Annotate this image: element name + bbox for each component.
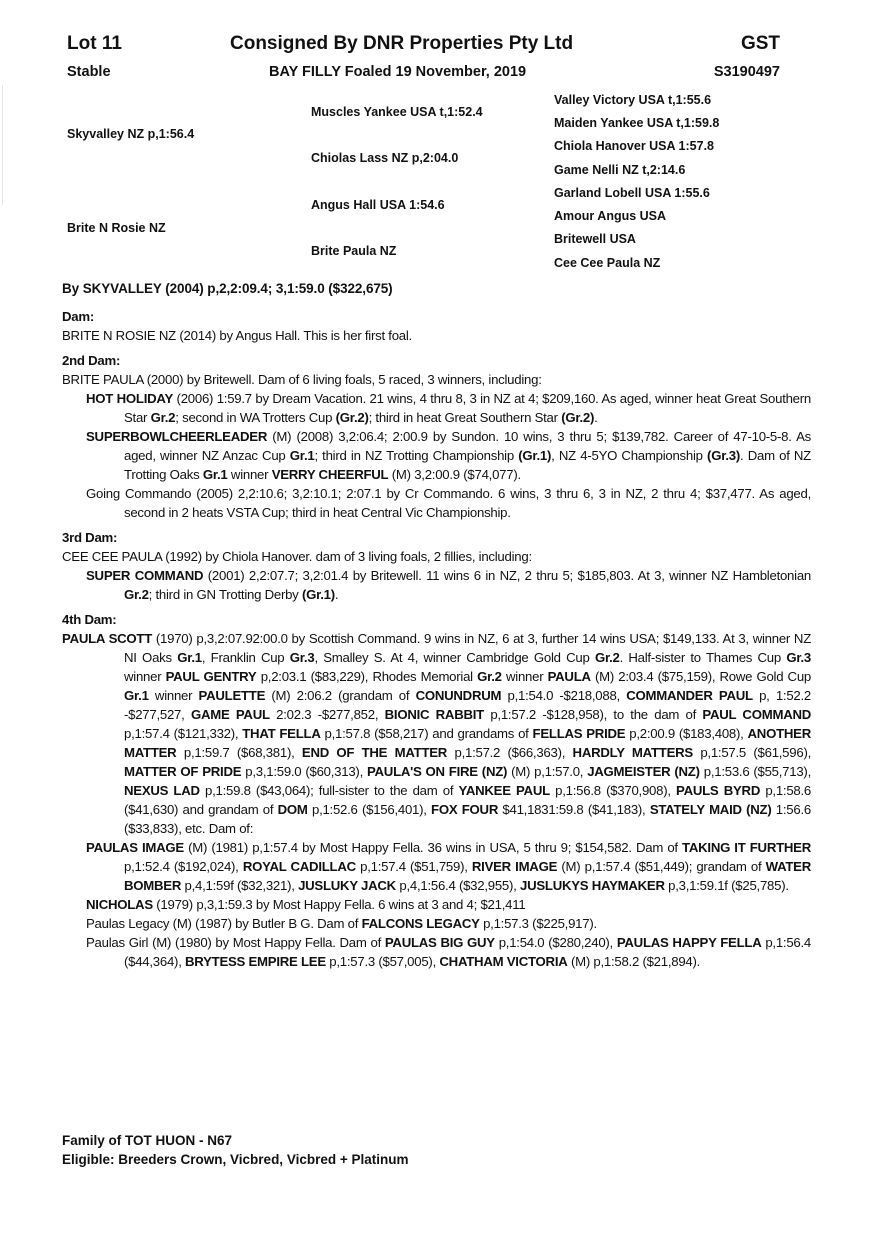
text-segment: p,1:54.0 ($280,240),: [494, 935, 617, 950]
horse-name-bold: GAME PAUL: [190, 707, 270, 722]
horse-name-bold: WATER BOMBER: [124, 859, 811, 893]
location: Stable: [67, 64, 111, 80]
dam2-entry: Going Commando (2005) 2,2:10.6; 3,2:10.1; 2:07.1 by Cr Commando. 6 wins, 3 thru 6, 3 in NZ, 2 thru 4; $37,477. As aged, second in 2 heats VSTA Cup; third in heat Central Vic Championship.: [86, 486, 811, 520]
horse-description: BAY FILLY Foaled 19 November, 2019: [269, 64, 527, 80]
pedigree-gen3: Maiden Yankee USA t,1:59.8: [554, 116, 720, 130]
text-segment: (2006) 1:59.7 by Dream Vacation. 21 wins, 4 thru 8, 3 in NZ at 4; $209,160. As aged, winner heat Great Southern Star: [124, 391, 811, 425]
dam4-entry: [62, 914, 811, 933]
horse-name-bold: Gr.2: [594, 650, 620, 665]
horse-name-bold: PAULA SCOTT: [62, 631, 153, 646]
horse-name-bold: FOX FOUR: [431, 802, 499, 817]
text-segment: (1979) p,3,1:59.3 by Most Happy Fella. 6 wins at 3 and 4; $21,411: [152, 897, 526, 912]
text-segment: Paulas Legacy (M) (1987) by Butler B G. Dam of: [86, 916, 362, 931]
section-title-dam: Dam:: [62, 309, 94, 324]
page-edge-rule: [2, 85, 3, 205]
text-segment: p,1:52.6 ($156,401),: [307, 802, 432, 817]
text-segment: p,1:53.6 ($55,713),: [699, 764, 811, 779]
text-segment: (M) p,1:58.2 ($21,894).: [567, 954, 701, 969]
dam4-text: [62, 629, 811, 838]
horse-name-bold: PAULAS BIG GUY: [384, 935, 495, 950]
text-segment: (M) p,1:57.0,: [507, 764, 588, 779]
section-title-3rd-dam: 3rd Dam:: [62, 530, 118, 545]
horse-name-bold: Gr.1: [289, 448, 315, 463]
text-segment: winner: [501, 669, 548, 684]
text-segment: p,1:56.8 ($370,908),: [549, 783, 677, 798]
horse-name-bold: CHATHAM VICTORIA: [439, 954, 568, 969]
text-segment: p,1:59.7 ($68,381),: [176, 745, 302, 760]
dam3-entry: [62, 566, 811, 604]
horse-name-bold: END OF THE MATTER: [301, 745, 448, 760]
text-segment: p,1:57.4 ($121,332),: [124, 726, 243, 741]
text-segment: ; third in heat Great Southern Star: [368, 410, 562, 425]
gst-label: GST: [740, 33, 780, 54]
horse-name-bold: RIVER IMAGE: [471, 859, 558, 874]
text-segment: ; second in WA Trotters Cup: [175, 410, 336, 425]
section-title-2nd-dam: 2nd Dam:: [62, 353, 121, 368]
dam-text: BRITE N ROSIE NZ (2014) by Angus Hall. This is her first foal.: [62, 328, 412, 343]
pedigree-sire-sire: Muscles Yankee USA t,1:52.4: [311, 105, 483, 119]
horse-name-bold: CONUNDRUM: [415, 688, 502, 703]
horse-name-bold: HOT HOLIDAY: [86, 391, 174, 406]
pedigree-gen3: Cee Cee Paula NZ: [554, 256, 661, 270]
pedigree-dam: Brite N Rosie NZ: [67, 221, 166, 235]
text-segment: .: [594, 410, 598, 425]
text-segment: p,1:59.8 ($43,064); full-sister to the dam of: [199, 783, 459, 798]
text-segment: p,1:56.4 ($44,364),: [124, 935, 812, 969]
text-segment: p,2:03.1 ($83,229), Rhodes Memorial: [256, 669, 478, 684]
text-segment: p,2:00.9 ($183,408),: [625, 726, 748, 741]
text-segment: . Half-sister to Thames Cup: [619, 650, 787, 665]
horse-name-bold: THAT FELLA: [242, 726, 321, 741]
text-segment: (M) (1981) p,1:57.4 by Most Happy Fella. 36 wins in USA, 5 thru 9; $154,582. Dam of: [183, 840, 683, 855]
horse-name-bold: PAULAS HAPPY FELLA: [616, 935, 762, 950]
text-segment: 2:02.3 -$277,852,: [269, 707, 385, 722]
text-segment: Paulas Girl (M) (1980) by Most Happy Fella. Dam of: [86, 935, 385, 950]
text-segment: winner: [227, 467, 272, 482]
horse-name-bold: PAUL GENTRY: [165, 669, 257, 684]
horse-name-bold: ANOTHER MATTER: [124, 726, 811, 760]
horse-name-bold: ROYAL CADILLAC: [242, 859, 356, 874]
horse-id: S3190497: [713, 64, 780, 80]
pedigree-gen3: Britewell USA: [554, 232, 636, 246]
text-segment: winner: [124, 669, 166, 684]
horse-name-bold: SUPERBOWLCHEERLEADER: [86, 429, 268, 444]
text-segment: p,4,1:56.4 ($32,955),: [395, 878, 520, 893]
horse-name-bold: Gr.2: [150, 410, 176, 425]
horse-name-bold: FALCONS LEGACY: [361, 916, 480, 931]
consignor: Consigned By DNR Properties Pty Ltd: [230, 33, 574, 54]
text-segment: (2001) 2,2:07.7; 3,2:01.4 by Britewell. 11 wins 6 in NZ, 2 thru 5; $185,803. At 3, winner NZ Hambletonian: [203, 568, 811, 583]
text-segment: .: [334, 587, 339, 602]
dam3-text: CEE CEE PAULA (1992) by Chiola Hanover. dam of 3 living foals, 2 fillies, including:: [62, 549, 532, 564]
footer: [62, 1131, 408, 1169]
text-segment: p,1:57.4 ($51,759),: [355, 859, 472, 874]
text-segment: ; third in GN Trotting Derby: [148, 587, 302, 602]
horse-name-bold: (Gr.1): [301, 587, 335, 602]
horse-name-bold: COMMANDER PAUL: [626, 688, 753, 703]
horse-name-bold: (Gr.2): [561, 410, 595, 425]
horse-name-bold: DOM: [277, 802, 308, 817]
text-segment: p,1:52.4 ($192,024),: [124, 859, 243, 874]
horse-name-bold: PAULS BYRD: [676, 783, 761, 798]
horse-name-bold: NEXUS LAD: [124, 783, 200, 798]
horse-name-bold: HARDLY MATTERS: [572, 745, 693, 760]
horse-name-bold: PAULA: [547, 669, 591, 684]
dam2-entry: [62, 427, 811, 484]
horse-name-bold: MATTER OF PRIDE: [124, 764, 242, 779]
text-segment: $41,1831:59.8 ($41,183),: [498, 802, 650, 817]
horse-name-bold: PAULAS IMAGE: [86, 840, 184, 855]
dam4-entry: [62, 838, 811, 895]
text-segment: winner: [148, 688, 199, 703]
text-segment: (M) 3,2:00.9 ($74,077).: [388, 467, 521, 482]
dam4-entry: [62, 895, 811, 914]
horse-name-bold: Gr.3: [786, 650, 811, 665]
dam4-entry: [62, 933, 811, 971]
horse-name-bold: PAUL COMMAND: [702, 707, 812, 722]
text-segment: , NZ 4-5YO Championship: [551, 448, 708, 463]
text-segment: ; third in NZ Trotting Championship: [314, 448, 519, 463]
horse-name-bold: VERRY CHEERFUL: [271, 467, 389, 482]
horse-name-bold: Gr.2: [477, 669, 502, 684]
text-segment: . Dam of NZ Trotting Oaks: [124, 448, 811, 482]
text-segment: (M) 2:06.2 (grandam of: [265, 688, 416, 703]
text-segment: p,4,1:59f ($32,321),: [181, 878, 299, 893]
eligibility-line: Eligible: Breeders Crown, Vicbred, Vicbred + Platinum: [62, 1152, 409, 1167]
horse-name-bold: (Gr.2): [335, 410, 369, 425]
section-title-4th-dam: 4th Dam:: [62, 612, 117, 627]
horse-name-bold: JAGMEISTER (NZ): [587, 764, 700, 779]
horse-name-bold: NICHOLAS: [86, 897, 153, 912]
horse-name-bold: JUSLUKY JACK: [298, 878, 396, 893]
text-segment: (M) (2008) 3,2:06.4; 2:00.9 by Sundon. 10 wins, 3 thru 5; $139,782. Career of 47-10-5-8. As aged, winner NZ Anzac Cup: [124, 429, 811, 463]
pedigree-gen3: Chiola Hanover USA 1:57.8: [554, 139, 715, 153]
text-segment: (1970) p,3,2:07.92:00.0 by Scottish Command. 9 wins in NZ, 6 at 3, further 14 wins USA; $149,133. At 3, winner NZ NI Oaks: [124, 631, 811, 665]
text-segment: , Smalley S. At 4, winner Cambridge Gold Cup: [314, 650, 595, 665]
horse-name-bold: TAKING IT FURTHER: [682, 840, 811, 855]
sire-line: By SKYVALLEY (2004) p,2,2:09.4; 3,1:59.0 ($322,675): [62, 281, 393, 296]
text-segment: p,3,1:59.0 ($60,313),: [241, 764, 367, 779]
horse-name-bold: SUPER COMMAND: [86, 568, 204, 583]
horse-name-bold: (Gr.1): [518, 448, 552, 463]
text-segment: p,3,1:59.1f ($25,785).: [664, 878, 789, 893]
text-segment: p,1:57.2 -$128,958), to the dam of: [483, 707, 703, 722]
dam2-text: BRITE PAULA (2000) by Britewell. Dam of 6 living foals, 5 raced, 3 winners, including:: [62, 372, 542, 387]
horse-name-bold: Gr.3: [289, 650, 315, 665]
text-segment: , Franklin Cup: [201, 650, 290, 665]
text-segment: p,1:54.0 -$218,088,: [501, 688, 627, 703]
horse-name-bold: FELLAS PRIDE: [532, 726, 626, 741]
text-segment: p,1:57.3 ($57,005),: [325, 954, 440, 969]
horse-name-bold: Gr.2: [124, 587, 149, 602]
text-segment: p,1:57.3 ($225,917).: [479, 916, 597, 931]
catalogue-body: [62, 279, 811, 971]
pedigree-sire: Skyvalley NZ p,1:56.4: [67, 127, 195, 141]
pedigree-gen3: Valley Victory USA t,1:55.6: [554, 93, 712, 107]
horse-name-bold: PAULA'S ON FIRE (NZ): [366, 764, 508, 779]
horse-name-bold: PAULETTE: [198, 688, 266, 703]
horse-name-bold: JUSLUKYS HAYMAKER: [519, 878, 665, 893]
family-line: Family of TOT HUON - N67: [62, 1133, 233, 1148]
horse-name-bold: STATELY MAID (NZ): [649, 802, 772, 817]
text-segment: p, 1:52.2 -$277,527,: [124, 688, 811, 722]
text-segment: (M) p,1:57.4 ($51,449); grandam of: [557, 859, 766, 874]
text-segment: p,1:57.8 ($58,217) and grandams of: [320, 726, 533, 741]
horse-name-bold: (Gr.3): [707, 448, 740, 463]
text-segment: p,1:57.2 ($66,363),: [447, 745, 573, 760]
dam2-entry: [62, 389, 811, 427]
text-segment: 1:56.6 ($33,833), etc. Dam of:: [124, 802, 811, 836]
horse-name-bold: YANKEE PAUL: [458, 783, 550, 798]
text-segment: p,1:57.5 ($61,596),: [692, 745, 811, 760]
lot-number: Lot 11: [67, 33, 122, 54]
pedigree-gen3: Amour Angus USA: [554, 209, 667, 223]
horse-name-bold: Gr.1: [124, 688, 149, 703]
pedigree-sire-dam: Chiolas Lass NZ p,2:04.0: [311, 151, 459, 165]
pedigree-gen3: Garland Lobell USA 1:55.6: [554, 186, 710, 200]
pedigree-dam-dam: Brite Paula NZ: [311, 244, 397, 258]
pedigree-gen3: Game Nelli NZ t,2:14.6: [554, 163, 686, 177]
horse-name-bold: BRYTESS EMPIRE LEE: [185, 954, 326, 969]
horse-name-bold: Gr.1: [177, 650, 202, 665]
text-segment: p,1:58.6 ($41,630) and grandam of: [124, 783, 811, 817]
horse-name-bold: Gr.1: [202, 467, 228, 482]
horse-name-bold: BIONIC RABBIT: [384, 707, 484, 722]
pedigree-dam-sire: Angus Hall USA 1:54.6: [311, 198, 445, 212]
text-segment: (M) 2:03.4 ($75,159), Rowe Gold Cup: [590, 669, 811, 684]
